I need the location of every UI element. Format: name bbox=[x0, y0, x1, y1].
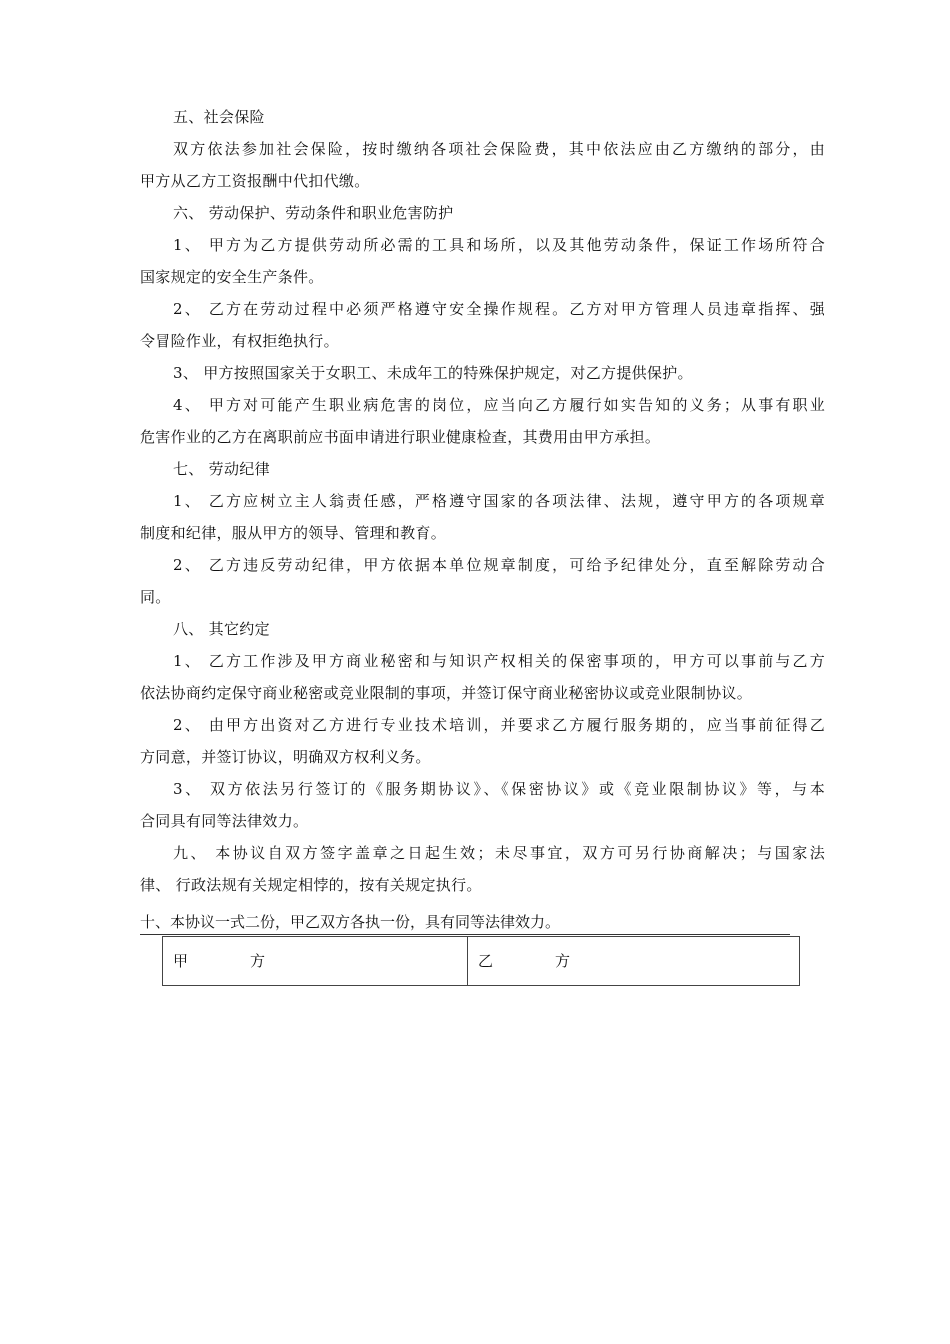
section-5-heading: 五、社会保险 bbox=[173, 108, 265, 126]
section-7-item-1-line-1: 1、 乙方应树立主人翁责任感，严格遵守国家的各项法律、法规，遵守甲方的各项规章 bbox=[173, 492, 825, 510]
party-b-cell[interactable] bbox=[468, 937, 799, 985]
party-a-cell[interactable] bbox=[163, 937, 468, 985]
section-6-heading: 六、 劳动保护、劳动条件和职业危害防护 bbox=[173, 204, 454, 222]
section-8-item-3-line-2: 合同具有同等法律效力。 bbox=[140, 812, 309, 830]
section-6-item-2-line-1: 2、 乙方在劳动过程中必须严格遵守安全操作规程。乙方对甲方管理人员违章指挥、强 bbox=[173, 300, 825, 318]
section-6-item-1-line-1: 1、 甲方为乙方提供劳动所必需的工具和场所，以及其他劳动条件，保证工作场所符合 bbox=[173, 236, 825, 254]
contract-body bbox=[140, 101, 825, 901]
section-9-line-1: 九、 本协议自双方签字盖章之日起生效；未尽事宜，双方可另行协商解决；与国家法 bbox=[173, 844, 825, 862]
party-b-label-char-1: 乙 bbox=[478, 952, 494, 970]
signature-table bbox=[162, 936, 800, 986]
section-5-paragraph-line-1: 双方依法参加社会保险，按时缴纳各项社会保险费，其中依法应由乙方缴纳的部分，由 bbox=[173, 140, 825, 158]
section-8-item-2-line-1: 2、 由甲方出资对乙方进行专业技术培训，并要求乙方履行服务期的，应当事前征得乙 bbox=[173, 716, 825, 734]
section-6-item-3: 3、 甲方按照国家关于女职工、未成年工的特殊保护规定，对乙方提供保护。 bbox=[173, 364, 693, 382]
section-5-paragraph-line-2: 甲方从乙方工资报酬中代扣代缴。 bbox=[140, 172, 370, 190]
party-b-label-char-2: 方 bbox=[555, 952, 571, 970]
section-8-item-3-line-1: 3、 双方依法另行签订的《服务期协议》、《保密协议》或《竞业限制协议》等，与本 bbox=[173, 780, 825, 798]
section-8-item-1-line-1: 1、 乙方工作涉及甲方商业秘密和与知识产权相关的保密事项的，甲方可以事前与乙方 bbox=[173, 652, 825, 670]
party-a-label-char-2: 方 bbox=[250, 952, 266, 970]
section-7-item-1-line-2: 制度和纪律，服从甲方的领导、管理和教育。 bbox=[140, 524, 447, 542]
section-9-line-2: 律、 行政法规有关规定相悖的，按有关规定执行。 bbox=[140, 876, 482, 894]
section-7-item-2-line-2: 同。 bbox=[140, 588, 171, 606]
section-7-item-2-line-1: 2、 乙方违反劳动纪律，甲方依据本单位规章制度，可给予纪律处分，直至解除劳动合 bbox=[173, 556, 825, 574]
party-a-label-char-1: 甲 bbox=[173, 952, 189, 970]
section-8-item-2-line-2: 方同意，并签订协议，明确双方权利义务。 bbox=[140, 748, 431, 766]
section-7-heading: 七、 劳动纪律 bbox=[173, 460, 270, 478]
section-8-item-1-line-2: 依法协商约定保守商业秘密或竞业限制的事项，并签订保守商业秘密协议或竞业限制协议。 bbox=[140, 684, 753, 702]
section-10-clause: 十、本协议一式二份，甲乙双方各执一份，具有同等法律效力。 bbox=[140, 910, 790, 935]
section-6-item-2-line-2: 令冒险作业，有权拒绝执行。 bbox=[140, 332, 339, 350]
section-8-heading: 八、 其它约定 bbox=[173, 620, 270, 638]
section-6-item-1-line-2: 国家规定的安全生产条件。 bbox=[140, 268, 324, 286]
section-6-item-4-line-1: 4、 甲方对可能产生职业病危害的岗位，应当向乙方履行如实告知的义务；从事有职业 bbox=[173, 396, 825, 414]
section-6-item-4-line-2: 危害作业的乙方在离职前应书面申请进行职业健康检查，其费用由甲方承担。 bbox=[140, 428, 661, 446]
